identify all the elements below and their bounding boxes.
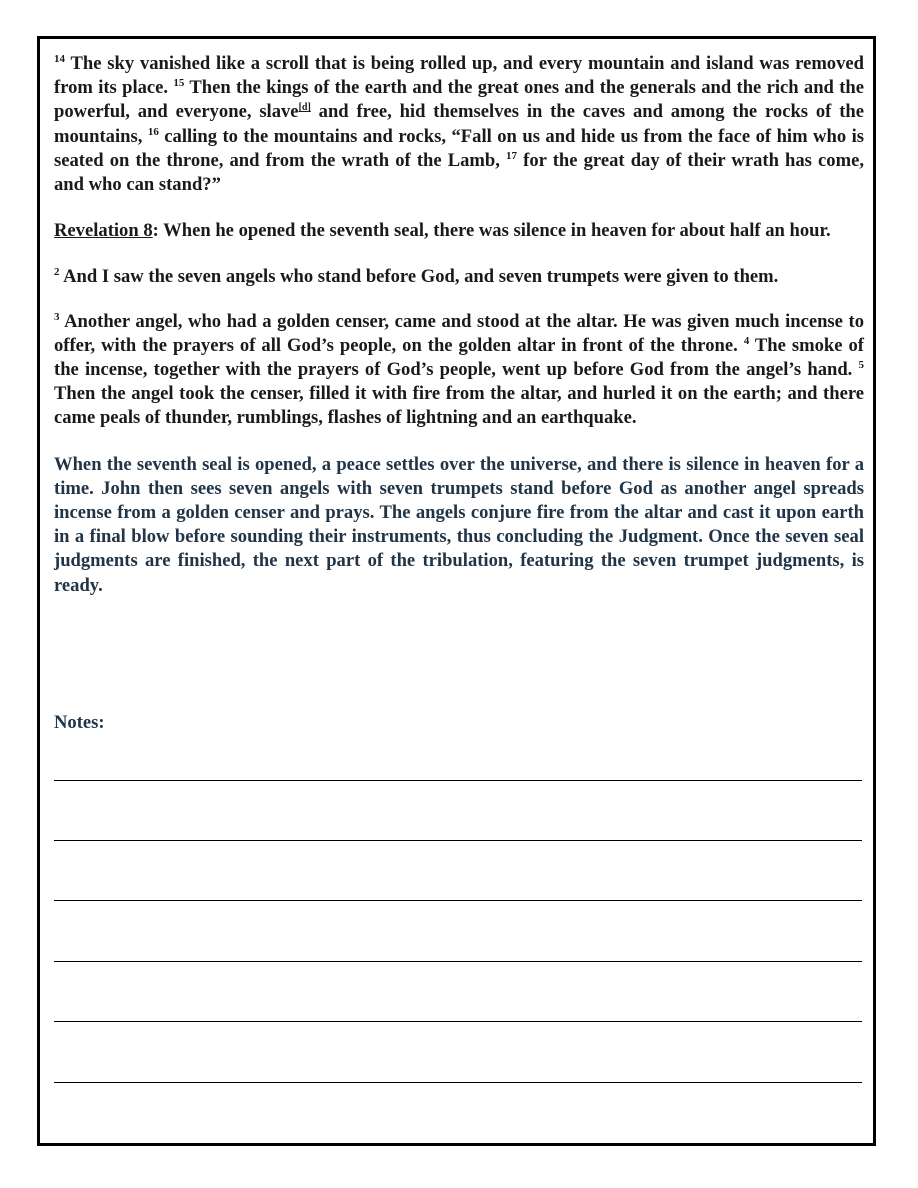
note-line[interactable] bbox=[54, 1021, 862, 1022]
notes-label: Notes: bbox=[54, 712, 105, 733]
revelation8-verse2 bbox=[54, 265, 864, 289]
verse-text: The smoke of the incense, together with the prayers of God’s people, went up before God from the angel’s hand. bbox=[54, 334, 864, 381]
note-line[interactable] bbox=[54, 780, 862, 781]
note-line[interactable] bbox=[54, 840, 862, 841]
verse-number: 3 bbox=[54, 310, 60, 323]
verse-text: and free, hid themselves in the caves and among the rocks of the mountains, bbox=[54, 101, 865, 147]
verse-number: 16 bbox=[147, 125, 159, 138]
verse-number: 5 bbox=[858, 359, 864, 372]
note-line[interactable] bbox=[54, 1082, 862, 1083]
verse-number: 2 bbox=[54, 266, 60, 279]
note-line[interactable] bbox=[54, 900, 862, 901]
verse-number: 17 bbox=[506, 149, 518, 162]
document-body bbox=[54, 52, 864, 620]
footnote-link[interactable]: [d] bbox=[298, 102, 311, 114]
verse-text: calling to the mountains and rocks, “Fall on us and hide us from the face of him who is seated on the throne, and from the wrath of the Lamb, bbox=[54, 125, 864, 171]
revelation8-verses3-5 bbox=[54, 310, 864, 431]
revelation6-passage bbox=[54, 52, 864, 197]
chapter-heading: Revelation 8 bbox=[54, 220, 153, 242]
verse-number: 14 bbox=[54, 53, 65, 65]
revelation8-intro bbox=[54, 219, 864, 243]
verse-text: Another angel, who had a golden censer, came and stood at the altar. He was given much incense to offer, with the prayers of all God’s people, on the golden altar in front of the throne. bbox=[54, 310, 864, 356]
verse-text: The sky vanished like a scroll that is being rolled up, and every mountain and island was removed from its place. bbox=[54, 53, 864, 99]
note-line[interactable] bbox=[54, 961, 862, 962]
verse-number: 15 bbox=[173, 77, 185, 90]
verse-text: : When he opened the seventh seal, there was silence in heaven for about half an hour. bbox=[152, 220, 831, 242]
commentary-paragraph: When the seventh seal is opened, a peace settles over the universe, and there is silence in heaven for a time. John then sees seven angels with seven trumpets stand before God as another angel spreads incense from a golden censer and prays. The angels conjure fire from the altar and cast it upon earth in a final blow before sounding their instruments, thus concluding the Judgment. Once the seven seal judgments are finished, the next part of the tribulation, featuring the seven trumpet judgments, is ready. bbox=[54, 453, 864, 596]
verse-text: Then the angel took the censer, filled it with fire from the altar, and hurled it on the earth; and there came peals of thunder, rumblings, flashes of lightning and an earthquake. bbox=[54, 383, 864, 429]
verse-text: And I saw the seven angels who stand before God, and seven trumpets were given to them. bbox=[59, 266, 779, 288]
verse-text: Then the kings of the earth and the great ones and the generals and the rich and the powerful, and everyone, slave bbox=[54, 77, 864, 123]
verse-text: for the great day of their wrath has come, and who can stand?” bbox=[54, 149, 864, 196]
verse-number: 4 bbox=[743, 334, 750, 347]
